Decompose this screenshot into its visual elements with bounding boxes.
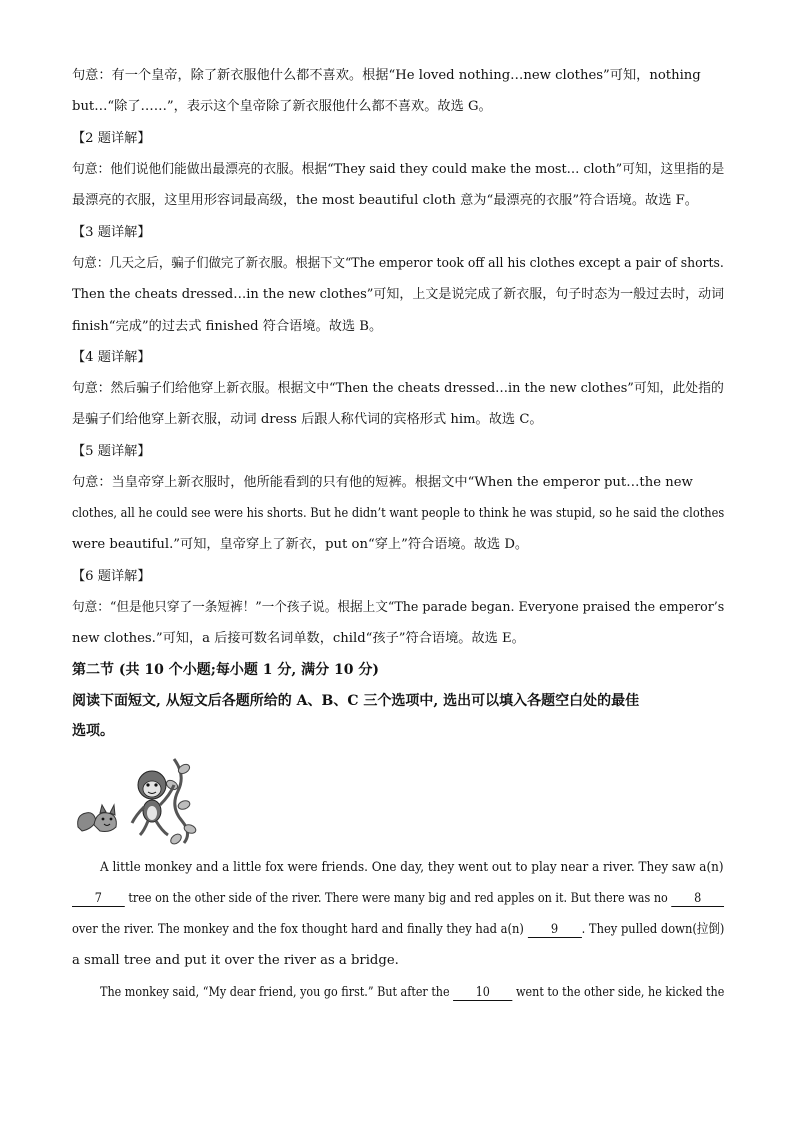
explanation-5-line-1: 句意：当皇帝穿上新衣服时，他所能看到的只有他的短裤。根据文中“When the emperor put…the new [72,475,693,490]
explanation-2-line-1: 句意：他们说他们能做出最漂亮的衣服。根据“They said they could make the most… cloth”可知，这里指的是 [72,162,725,177]
heading-q2: 【2 题详解】 [72,131,151,146]
fox-monkey-illustration [74,755,204,845]
passage-line-5 [100,984,724,1002]
explanation-4-line-1: 句意：然后骗子们给他穿上新衣服。根据文中“Then the cheats dressed…in the new clothes”可知，此处指的 [72,381,724,396]
explanation-1-line-1: 句意：有一个皇帝，除了新衣服他什么都不喜欢。根据“He loved nothing…new clothes”可知，nothing [72,68,701,83]
passage-text-after-9: . They pulled down(拉倒) [581,922,725,937]
blank-7[interactable]: 7 [72,892,125,907]
passage-text-before-10: The monkey said, “My dear friend, you go first.” But after the [100,985,454,1000]
heading-q3: 【3 题详解】 [72,225,151,240]
heading-q4: 【4 题详解】 [72,350,151,365]
explanation-5-line-3: were beautiful.”可知，皇帝穿上了新衣，put on“穿上”符合语境。故选 D。 [72,537,529,552]
explanation-3-line-2: Then the cheats dressed…in the new clothes”可知，上文是说完成了新衣服，句子时态为一般过去时，动词 [72,287,725,302]
explanation-6-line-2: new clothes.”可知，a 后接可数名词单数，child“孩子”符合语境。故选 E。 [72,631,525,646]
explanation-3-line-3: finish“完成”的过去式 finished 符合语境。故选 B。 [72,319,383,334]
passage-line-1: A little monkey and a little fox were friends. One day, they went out to play near a river. They saw a(n) [100,860,724,875]
explanation-2-line-2: 最漂亮的衣服，这里用形容词最高级，the most beautiful cloth 意为“最漂亮的衣服”符合语境。故选 F。 [72,193,698,208]
explanation-3-line-1: 句意：几天之后，骗子们做完了新衣服。根据下文“The emperor took off all his clothes except a pair of shorts. [72,256,724,271]
explanation-1-line-2: but…“除了……”，表示这个皇帝除了新衣服他什么都不喜欢。故选 G。 [72,99,492,114]
section-title: 第二节 (共 10 个小题;每小题 1 分, 满分 10 分) [72,662,379,678]
explanation-4-line-2: 是骗子们给他穿上新衣服，动词 dress 后跟人称代词的宾格形式 him。故选 C。 [72,412,543,427]
blank-9[interactable]: 9 [528,923,582,938]
explanation-5-line-2: clothes, all he could see were his shorts. But he didn’t want people to think he was stupid, so he said the clothes [72,506,725,521]
heading-q6: 【6 题详解】 [72,569,151,584]
passage-line-3 [72,921,724,939]
explanation-6-line-1: 句意：“但是他只穿了一条短裤！”一个孩子说。根据上文“The parade began. Everyone praised the emperor’s [72,600,725,615]
passage-line-4: a small tree and put it over the river as a bridge. [72,953,399,968]
passage-line-2 [72,890,724,908]
fox-icon [78,805,117,832]
passage-text-after-10: went to the other side, he kicked the [512,985,725,1000]
vine-icon [165,759,197,845]
passage-text-before-9: over the river. The monkey and the fox thought hard and finally they had a(n) [72,922,528,937]
section-instruction-line-1: 阅读下面短文, 从短文后各题所给的 A、B、C 三个选项中, 选出可以填入各题空白处的最佳 [72,693,640,709]
blank-10[interactable]: 10 [453,986,512,1001]
blank-8[interactable]: 8 [671,892,724,907]
passage-text-after-7: tree on the other side of the river. There were many big and red apples on it. But there was no [124,891,672,906]
heading-q5: 【5 题详解】 [72,444,151,459]
section-instruction-line-2: 选项。 [72,723,114,739]
